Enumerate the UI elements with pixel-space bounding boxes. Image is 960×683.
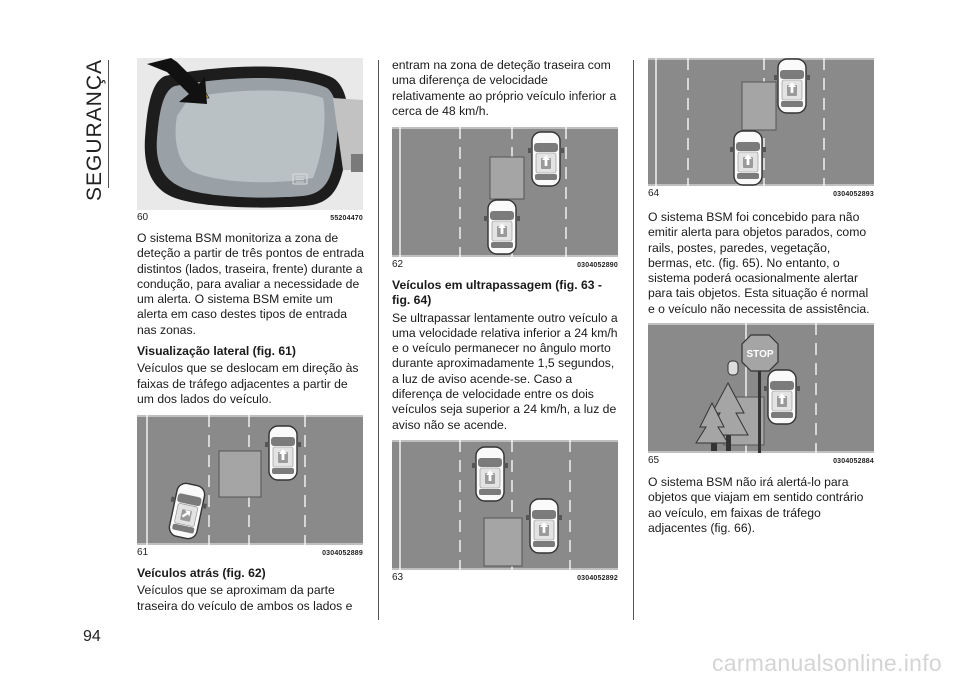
figure-code: 0304052889: [322, 550, 363, 557]
paragraph: Veículos que se aproximam da parte traseira do veículo de ambos os lados e: [137, 583, 353, 613]
section-heading: Visualização lateral (fig. 61): [137, 344, 296, 359]
figure-code: 0304052893: [833, 191, 874, 198]
figure-number: 65: [648, 455, 660, 466]
paragraph: O sistema BSM monitoriza a zona de deteção a partir de três pontos de entrada distintos (lados, traseira, frente) durante a condução, para avaliar a necessidade de um alerta. O sistema BSM emite um alerta em caso destes tipos de entrada nas zonas.: [137, 231, 364, 337]
section-heading: Veículos em ultrapassagem (fig. 63 - fig. 64): [392, 278, 602, 308]
figure-61: [137, 415, 363, 558]
page-number: 94: [83, 628, 101, 645]
column-2-text-top: [392, 58, 620, 125]
column-3-text-bottom: [648, 475, 876, 542]
watermark: carmanualsonline.info: [711, 650, 942, 676]
column-2-text-middle: [392, 278, 620, 439]
paragraph: O sistema BSM foi concebido para não emitir alerta para objetos parados, como rails, postes, paredes, vegetação, bermas, etc. (fig. 65). No entanto, o sistema poderá ocasionalmente alertar para tais objetos. Esta situação é normal e o veículo não necessita de assistência.: [648, 210, 870, 316]
column-divider: [378, 60, 379, 620]
figure-number: 64: [648, 188, 660, 199]
figure-code: 55204470: [330, 215, 363, 222]
figure-65: [648, 323, 874, 466]
figure-63: [392, 440, 618, 583]
lane-diagram: [137, 415, 363, 545]
figure-code: 0304052892: [577, 575, 618, 582]
figure-code: 0304052890: [577, 262, 618, 269]
lane-diagram: [648, 58, 874, 186]
figure-number: 60: [137, 212, 149, 223]
stop-sign-text: STOP: [746, 349, 774, 360]
paragraph: O sistema BSM não irá alertá-lo para objetos que viajam em sentido contrário ao veículo, em faixas de tráfego adjacentes (fig. 66).: [648, 475, 864, 535]
section-title-text: SEGURANÇA: [83, 58, 106, 202]
section-heading: Veículos atrás (fig. 62): [137, 566, 266, 580]
column-3-text-top: [648, 210, 876, 323]
lane-diagram: [648, 323, 874, 453]
figure-64: [648, 58, 874, 199]
figure-number: 63: [392, 572, 404, 583]
figure-62: [392, 127, 618, 270]
figure-number: 61: [137, 547, 149, 558]
paragraph: Se ultrapassar lentamente outro veículo a uma velocidade relativa inferior a 24 km/h e o veículo permanecer no ângulo morto durante aproximadamente 1,5 segundos, a luz de aviso acende-se. Caso a diferença de velocidade entre os dois veículos seja superior a 24 km/h, a luz de aviso não se acende.: [392, 310, 618, 432]
section-divider: [108, 60, 109, 188]
paragraph: Veículos que se deslocam em direção às faixas de tráfego adjacentes a partir de um dos lados do veículo.: [137, 361, 359, 406]
section-title: [80, 58, 110, 202]
lane-diagram: [392, 127, 618, 257]
mirror-illustration: [137, 58, 363, 210]
lane-diagram: [392, 440, 618, 570]
figure-number: 62: [392, 259, 404, 270]
column-1-text-bottom: [137, 566, 365, 620]
column-divider: [633, 60, 634, 620]
column-1-text-top: [137, 231, 365, 413]
figure-code: 0304052884: [833, 458, 874, 465]
paragraph: entram na zona de deteção traseira com uma diferença de velocidade relativamente ao próprio veículo inferior a cerca de 48 km/h.: [392, 58, 617, 118]
figure-60: [137, 58, 363, 223]
